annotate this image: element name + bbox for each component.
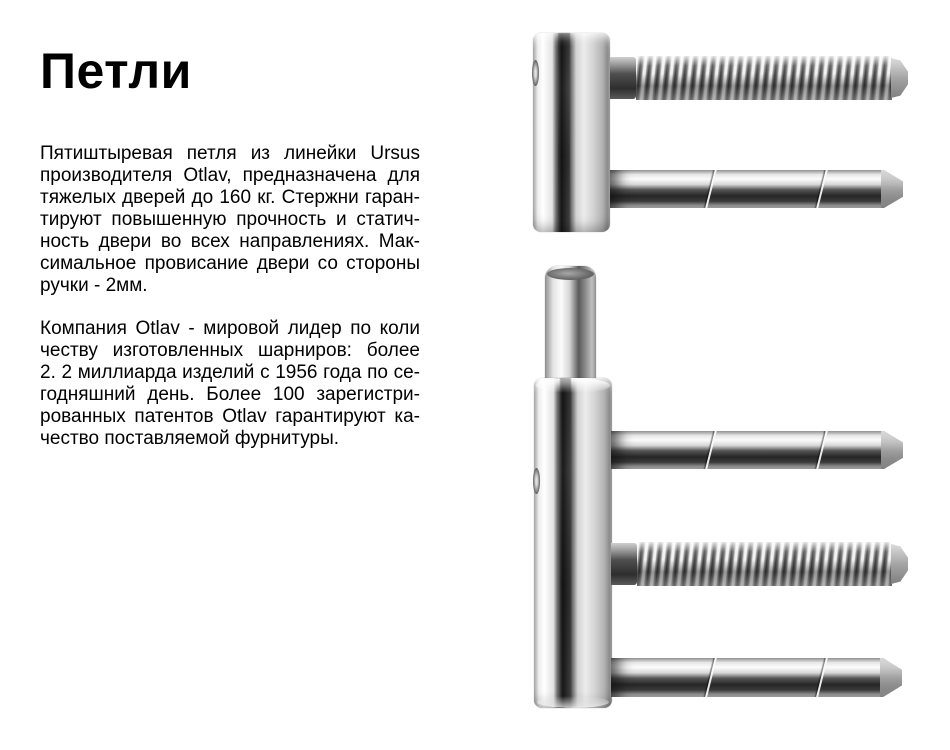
text-line: чество поставляемой фурнитуры. bbox=[40, 428, 340, 449]
pin-shank bbox=[611, 543, 637, 585]
text-line: ручки - 2мм. bbox=[40, 275, 148, 296]
smooth-mounting-pin bbox=[611, 431, 903, 469]
hinge-barrel bbox=[534, 378, 612, 708]
pin-notch bbox=[706, 431, 717, 469]
smooth-mounting-pin bbox=[610, 170, 903, 208]
threaded-screw-pin bbox=[610, 56, 908, 100]
pin-tip bbox=[881, 170, 903, 208]
pin-threads bbox=[637, 542, 892, 586]
pin-notch bbox=[816, 170, 827, 208]
barrel-reflection-stripe bbox=[558, 33, 570, 232]
pivot-pin-cap bbox=[547, 268, 594, 280]
text-line: тяжелых дверей до 160 кг. Стержни гаран- bbox=[40, 187, 420, 208]
text-line: тируют повышенную прочность и статич- bbox=[40, 209, 420, 230]
pin-notch bbox=[705, 170, 716, 208]
pin-notch bbox=[816, 658, 828, 697]
pin-tip bbox=[880, 658, 902, 697]
text-line: Компания Otlav - мировой лидер по коли bbox=[40, 318, 420, 339]
pin-tip bbox=[881, 431, 903, 469]
hinge-barrel bbox=[533, 33, 610, 232]
threaded-screw-pin bbox=[611, 542, 908, 586]
barrel-reflection-stripe bbox=[560, 378, 572, 708]
pin-threads bbox=[636, 56, 892, 100]
barrel-screw-hole bbox=[532, 60, 539, 86]
text-line: производителя Otlav, предназначена для bbox=[40, 165, 420, 186]
text-line: честву изготовленных шарниров: более bbox=[40, 340, 420, 361]
pin-notch bbox=[705, 658, 717, 697]
pivot-pin bbox=[545, 266, 596, 384]
pin-shank bbox=[610, 57, 636, 99]
text-line: рованных патентов Otlav гарантируют ка- bbox=[40, 406, 420, 427]
smooth-mounting-pin bbox=[611, 658, 902, 697]
text-line: ность двери во всех направлениях. Мак- bbox=[40, 231, 420, 252]
text-line: годняшний день. Более 100 зарегистри- bbox=[40, 384, 420, 405]
text-line: 2. 2 миллиарда изделий с 1956 года по се- bbox=[40, 362, 420, 383]
pin-notch bbox=[816, 431, 827, 469]
pin-tip bbox=[891, 58, 908, 98]
pin-tip bbox=[891, 544, 908, 584]
page-title: Петли bbox=[40, 43, 192, 99]
barrel-screw-hole bbox=[533, 468, 540, 494]
text-line: симальное провисание двери со стороны bbox=[40, 253, 420, 274]
text-line: Пятиштыревая петля из линейки Ursus bbox=[40, 143, 420, 164]
